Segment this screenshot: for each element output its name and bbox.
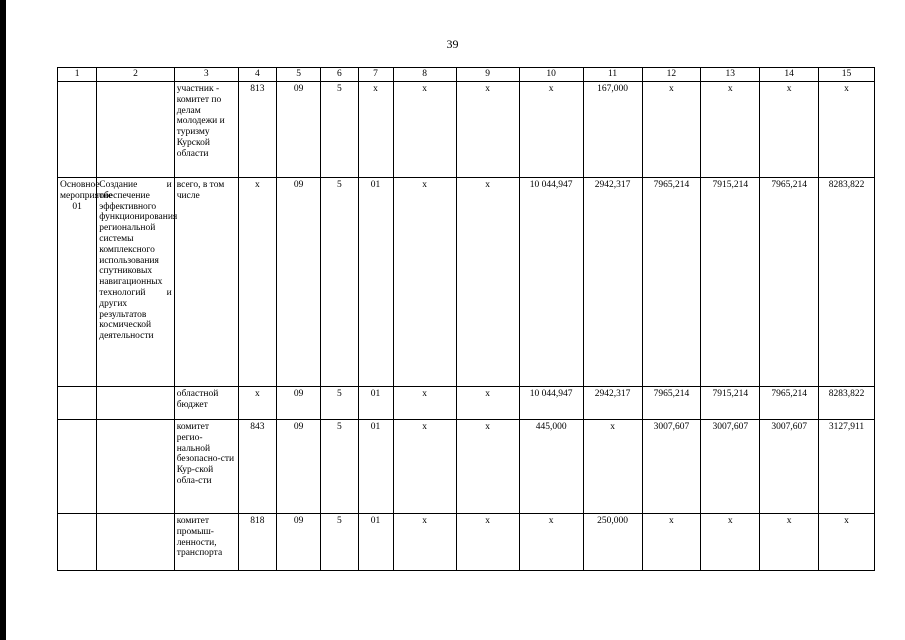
cell-col13: 7915,214: [701, 178, 760, 387]
cell-col13: 3007,607: [701, 420, 760, 514]
cell-col9: x: [456, 387, 519, 420]
cell-col7: 01: [358, 387, 393, 420]
cell-col2: [97, 514, 174, 571]
cell-col13: x: [701, 514, 760, 571]
cell-col6: 5: [321, 420, 358, 514]
cell-col4: x: [238, 387, 276, 420]
cell-col14: 7965,214: [760, 178, 819, 387]
header-cell: 12: [642, 68, 701, 82]
cell-col5: 09: [276, 82, 320, 178]
cell-col11: x: [583, 420, 642, 514]
cell-col1: [58, 82, 97, 178]
cell-col9: x: [456, 514, 519, 571]
cell-col2: [97, 420, 174, 514]
cell-col15: 8283,822: [819, 178, 875, 387]
cell-col6: 5: [321, 82, 358, 178]
cell-col4: 843: [238, 420, 276, 514]
header-cell: 2: [97, 68, 174, 82]
cell-col11: 167,000: [583, 82, 642, 178]
cell-col9: x: [456, 82, 519, 178]
cell-col9: x: [456, 420, 519, 514]
header-cell: 8: [393, 68, 456, 82]
cell-col10: 10 044,947: [519, 178, 583, 387]
cell-col8: x: [393, 514, 456, 571]
cell-col15: 3127,911: [819, 420, 875, 514]
cell-col14: 3007,607: [760, 420, 819, 514]
cell-col10: 445,000: [519, 420, 583, 514]
cell-col11: 2942,317: [583, 387, 642, 420]
cell-col7: 01: [358, 514, 393, 571]
cell-col3: комитет промыш-ленности, транспорта: [174, 514, 238, 571]
left-margin-rule: [0, 0, 6, 640]
budget-table: [57, 67, 875, 571]
cell-col3: всего, в том числе: [174, 178, 238, 387]
table-row: [58, 420, 875, 514]
header-cell: 14: [760, 68, 819, 82]
header-cell: 9: [456, 68, 519, 82]
cell-col3: участник - комитет по делам молодежи и туризму Курской области: [174, 82, 238, 178]
cell-col10: x: [519, 514, 583, 571]
cell-col2: [97, 387, 174, 420]
cell-col13: x: [701, 82, 760, 178]
table-row: [58, 387, 875, 420]
cell-col5: 09: [276, 420, 320, 514]
header-cell: 15: [819, 68, 875, 82]
cell-col1: [58, 387, 97, 420]
cell-col5: 09: [276, 178, 320, 387]
cell-col12: 7965,214: [642, 387, 701, 420]
cell-col7: 01: [358, 420, 393, 514]
header-cell: 4: [238, 68, 276, 82]
cell-col11: 250,000: [583, 514, 642, 571]
cell-col8: x: [393, 178, 456, 387]
cell-col9: x: [456, 178, 519, 387]
cell-col12: x: [642, 82, 701, 178]
header-cell: 5: [276, 68, 320, 82]
table-row: [58, 82, 875, 178]
cell-col12: 3007,607: [642, 420, 701, 514]
cell-col13: 7915,214: [701, 387, 760, 420]
cell-col14: 7965,214: [760, 387, 819, 420]
cell-col4: x: [238, 178, 276, 387]
cell-col3: комитет регио-нальной безопасно-сти Кур-ской обла-сти: [174, 420, 238, 514]
cell-col5: 09: [276, 387, 320, 420]
cell-col15: 8283,822: [819, 387, 875, 420]
cell-col2: [97, 82, 174, 178]
header-cell: 13: [701, 68, 760, 82]
cell-col1: Основное мероприятие 01: [58, 178, 97, 387]
cell-col7: 01: [358, 178, 393, 387]
table-header-row: [58, 68, 875, 82]
table-row: [58, 178, 875, 387]
header-cell: 1: [58, 68, 97, 82]
cell-col12: 7965,214: [642, 178, 701, 387]
cell-col6: 5: [321, 178, 358, 387]
cell-col6: 5: [321, 514, 358, 571]
cell-col8: x: [393, 387, 456, 420]
header-cell: 7: [358, 68, 393, 82]
cell-col5: 09: [276, 514, 320, 571]
page-number: 39: [446, 37, 459, 51]
cell-col1: [58, 514, 97, 571]
cell-col10: x: [519, 82, 583, 178]
cell-col2: Создание и обеспечение эффективного функционирования региональной системы комплексного использования спутниковых навигационных технологий и других результатов космической деятельности: [97, 178, 174, 387]
table-row: [58, 514, 875, 571]
cell-col6: 5: [321, 387, 358, 420]
header-cell: 11: [583, 68, 642, 82]
header-cell: 3: [174, 68, 238, 82]
cell-col15: x: [819, 514, 875, 571]
cell-col14: x: [760, 514, 819, 571]
cell-col1: [58, 420, 97, 514]
cell-col4: 818: [238, 514, 276, 571]
cell-col10: 10 044,947: [519, 387, 583, 420]
cell-col7: x: [358, 82, 393, 178]
cell-col3: областной бюджет: [174, 387, 238, 420]
header-cell: 6: [321, 68, 358, 82]
cell-col12: x: [642, 514, 701, 571]
cell-col4: 813: [238, 82, 276, 178]
header-cell: 10: [519, 68, 583, 82]
cell-col8: x: [393, 420, 456, 514]
cell-col11: 2942,317: [583, 178, 642, 387]
cell-col14: x: [760, 82, 819, 178]
cell-col8: x: [393, 82, 456, 178]
cell-col15: x: [819, 82, 875, 178]
